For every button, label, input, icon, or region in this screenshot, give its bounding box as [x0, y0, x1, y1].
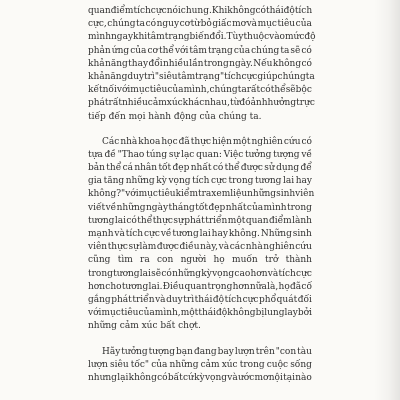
text-line: gia tăng những kỳ vọng tích cực trong tương lai hay	[88, 176, 312, 187]
paragraph	[88, 346, 312, 386]
text-line: phát rất nhiều cảm xúc khác nhau, từ đó ảnh hưởng trực	[88, 98, 315, 109]
paragraph	[88, 136, 315, 334]
text-line: mạnh và tích cực về tương lai hay không. Những sinh	[88, 229, 312, 239]
text-line: quan điểm tích cực nói chung. Khi không có thái độ tích	[88, 6, 313, 16]
text-line: tương lai có thể thực sự phát triển một quan điểm lành	[88, 215, 312, 226]
text-line: Hãy tưởng tượng bạn đang bay lượn trên "con tàu	[102, 346, 312, 357]
text-line: khả năng duy trì "siêu tâm trạng" tích cực giúp chúng ta	[88, 71, 315, 82]
text-line: gắng phát triển và duy trì thái độ tích cực phổ quát đối	[88, 294, 312, 305]
text-line: hơn cho tương lai. Điều quan trọng hơn nữa là, họ đã cố	[88, 281, 312, 292]
text-line: khả năng thay đổi nhiều lần trong ngày. Nếu không có	[88, 58, 312, 69]
text-line: bản thể cá nhân tốt đẹp nhất có thể được sử dụng để	[88, 163, 312, 174]
text-line: kết nối với mục tiêu của mình, chúng ta rất có thể sẽ bộc	[88, 85, 312, 96]
text-line: viết về những ngày tháng tốt đẹp nhất của mình trong	[88, 202, 312, 213]
text-line: lượn siêu tốc" của những cảm xúc trong cuộc sống	[88, 359, 312, 370]
page-body-text	[88, 5, 316, 385]
text-line: tiếp đến mọi hành động của chúng ta.	[88, 111, 262, 122]
page-fold-shadow	[374, 0, 400, 400]
text-line: với mục tiêu của mình, một thái độ không bị lung lay bởi	[88, 308, 312, 319]
text-line: viên thực sự làm được điều này, và các nhà nghiên cứu	[88, 242, 312, 253]
text-line: mình ngay khi tâm trạng biến đổi. Tùy thuộc vào mức độ	[88, 32, 316, 43]
text-line: trong tương lai sẽ có những kỳ vọng cao hơn và tích cực	[88, 268, 312, 279]
text-line: những cảm xúc bất chợt.	[88, 321, 201, 332]
text-line: tựa đề "Thao túng sự lạc quan: Việc tưởng tượng về	[88, 149, 312, 160]
text-line: Các nhà khoa học đã thực hiện một nghiên cứu có	[102, 136, 312, 147]
text-line: không?" với mục tiêu kiểm tra xem liệu những sinh viên	[88, 189, 315, 200]
text-line: cũng tìm ra con người họ muốn trở thành	[88, 255, 312, 266]
text-line: phản ứng của cơ thể với tâm trạng của chúng ta sẽ có	[88, 45, 312, 56]
text-line: cực, chúng ta có nguy cơ từ bỏ giấc mơ và mục tiêu của	[88, 19, 312, 30]
text-line: nhưng lại không có bất cứ kỳ vọng và ước mơ nội tại nào	[88, 372, 312, 383]
paragraph	[88, 5, 316, 124]
